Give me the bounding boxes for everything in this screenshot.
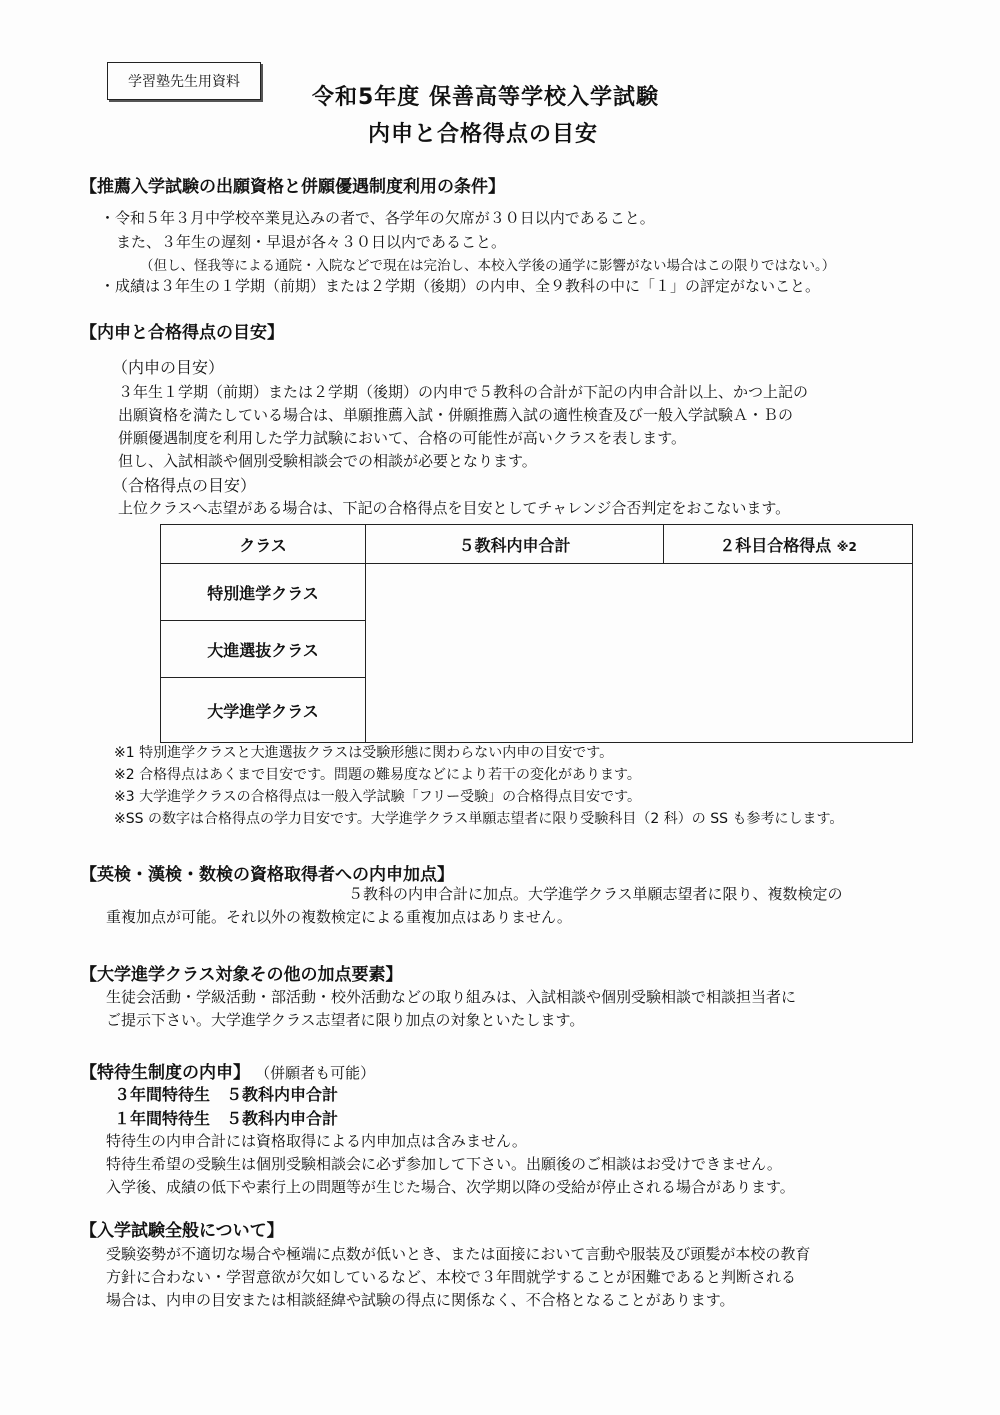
header-class: クラス: [161, 525, 366, 564]
header-pass-score-note: ※2: [836, 539, 857, 554]
doc-title-line1: 令和5年度 保善高等学校入学試験: [312, 85, 659, 110]
general-line-2: 方針に合わない・学習意欲が欠如しているなど、本校で３年間就学することが困難であると判断される: [106, 1268, 797, 1286]
extra-points-line-2: ご提示下さい。大学進学クラス志望者に限り加点の対象といたします。: [106, 1011, 585, 1029]
scholarship-line-2: 特待生希望の受験生は個別受験相談会に必ず参加して下さい。出願後のご相談はお受けできません。: [106, 1155, 782, 1173]
row-label-university: 大学進学クラス: [161, 678, 366, 743]
row-label-special: 特別進学クラス: [161, 564, 366, 621]
general-line-1: 受験姿勢が不適切な場合や極端に点数が低いとき、または面接において言動や服装及び頭髪が本校の教育: [106, 1245, 811, 1263]
extra-points-line-1: 生徒会活動・学級活動・部活動・校外活動などの取り組みは、入試相談や個別受験相談で相談担当者に: [106, 988, 797, 1006]
table-row: [161, 564, 913, 621]
naishin-para-3: 併願優遇制度を利用した学力試験において、合格の可能性が高いクラスを表します。: [118, 429, 687, 447]
section-eligibility-heading: 【推薦入学試験の出願資格と併願優遇制度利用の条件】: [80, 177, 505, 197]
class-score-table: [160, 524, 913, 743]
naishin-para-4: 但し、入試相談や個別受験相談会での相談が必要となります。: [118, 452, 537, 470]
header-pass-score: [664, 525, 913, 564]
score-subheading: （合格得点の目安）: [112, 476, 257, 495]
section-qualification-heading: 【英検・漢検・数検の資格取得者への内申加点】: [80, 865, 454, 885]
section-naishin-heading: 【内申と合格得点の目安】: [80, 323, 284, 343]
section-scholarship-note: （併願者も可能）: [255, 1064, 376, 1082]
scholarship-item-1yr: １年間特待生 ５教科内申合計: [114, 1109, 339, 1128]
eligibility-line-3: （但し、怪我等による通院・入院などで現在は完治し、本校入学後の通学に影響がない場合はこの限りではない。）: [140, 258, 836, 274]
header-naishin-total: ５教科内申合計: [366, 525, 664, 564]
eligibility-line-1: ・令和５年３月中学校卒業見込みの者で、各学年の欠席が３０日以内であること。: [100, 209, 655, 227]
row-label-selective: 大進選抜クラス: [161, 621, 366, 678]
material-label-box: 学習塾先生用資料: [107, 62, 261, 100]
section-extra-points-heading: 【大学進学クラス対象その他の加点要素】: [80, 965, 403, 985]
scholarship-line-3: 入学後、成績の低下や素行上の問題等が生じた場合、次学期以降の受給が停止される場合があります。: [106, 1178, 795, 1196]
note-4: ※SS の数字は合格得点の学力目安です。大学進学クラス単願志望者に限り受験科目（2 科）の SS も参考にします。: [114, 811, 844, 827]
naishin-para-1: ３年生１学期（前期）または２学期（後期）の内申で５教科の合計が下記の内申合計以上、かつ上記の: [118, 383, 809, 401]
section-scholarship-heading-row: [80, 1058, 375, 1083]
score-para: 上位クラスへ志望がある場合は、下記の合格得点を目安としてチャレンジ合否判定をおこないます。: [118, 499, 791, 517]
section-scholarship-heading: 【特待生制度の内申】: [80, 1063, 250, 1083]
section-general-heading: 【入学試験全般について】: [80, 1221, 284, 1241]
qualification-line-1: ５教科の内申合計に加点。大学進学クラス単願志望者に限り、複数検定の: [348, 885, 843, 903]
note-1: ※1 特別進学クラスと大進選抜クラスは受験形態に関わらない内申の目安です。: [114, 745, 614, 761]
naishin-para-2: 出願資格を満たしている場合は、単願推薦入試・併願推薦入試の適性検査及び一般入学試験Ａ・Ｂの: [118, 406, 794, 424]
qualification-line-2: 重複加点が可能。それ以外の複数検定による重複加点はありません。: [106, 908, 572, 926]
eligibility-line-2: また、３年生の遅刻・早退が各々３０日以内であること。: [116, 233, 507, 251]
naishin-subheading: （内申の目安）: [112, 358, 225, 377]
note-2: ※2 合格得点はあくまで目安です。問題の難易度などにより若干の変化があります。: [114, 767, 641, 783]
note-3: ※3 大学進学クラスの合格得点は一般入学試験「フリー受験」の合格得点目安です。: [114, 789, 641, 805]
table-blank-area: [366, 564, 913, 743]
header-pass-score-label: ２科目合格得点: [719, 535, 832, 555]
scholarship-line-1: 特待生の内申合計には資格取得による内申加点は含みません。: [106, 1132, 527, 1150]
scholarship-item-3yr: ３年間特待生 ５教科内申合計: [114, 1085, 339, 1104]
general-line-3: 場合は、内申の目安または相談経緯や試験の得点に関係なく、不合格となることがあります。: [106, 1291, 735, 1309]
table-header-row: [161, 525, 913, 564]
doc-title-line2: 内申と合格得点の目安: [368, 122, 599, 147]
eligibility-line-4: ・成績は３年生の１学期（前期）または２学期（後期）の内申、全９教科の中に「１」の評定がないこと。: [100, 277, 821, 295]
